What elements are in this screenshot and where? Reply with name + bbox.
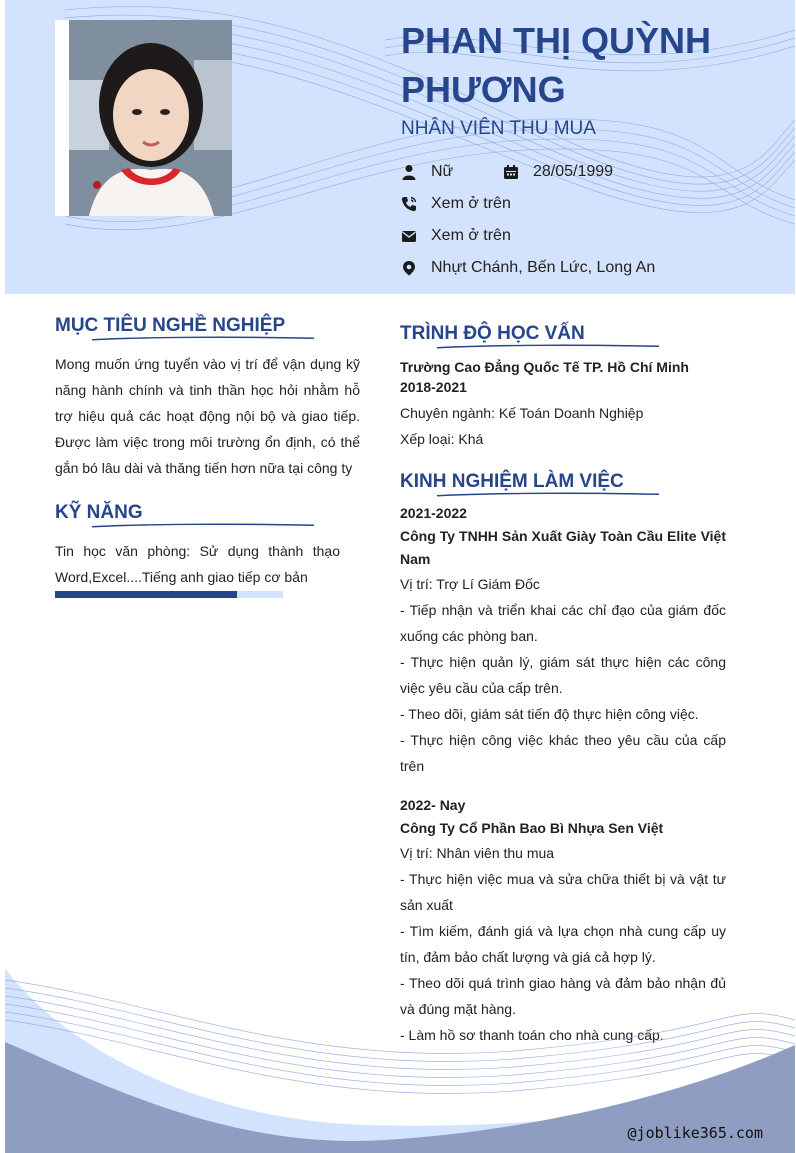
education-major: Chuyên ngành: Kế Toán Doanh Nghiệp xyxy=(400,405,644,421)
job-period: 2021-2022 xyxy=(400,505,467,521)
phone-value: Xem ở trên xyxy=(431,195,511,212)
skills-title: KỸ NĂNG xyxy=(55,502,143,523)
education-rank: Xếp loại: Khá xyxy=(400,431,484,447)
job-period: 2022- Nay xyxy=(400,797,466,813)
job-position: Vị trí: Nhân viên thu mua xyxy=(400,845,555,861)
email-value: Xem ở trên xyxy=(431,227,511,244)
profile-photo xyxy=(69,20,232,216)
objective-text: Mong muốn ứng tuyển vào vị trí để vận dụng kỹ năng hành chính và tinh thần học hỏi nhằm hỗ trợ hiệu quả các hoạt động nội bộ và giao tiếp. Được làm việc trong môi trường ổn định, có thể gắn bó lâu dài và thăng tiến hơn nữa tại công ty xyxy=(55,356,360,476)
experience-underline xyxy=(400,492,696,498)
gender-value: Nữ xyxy=(431,163,454,180)
skill-bar-fill xyxy=(55,591,237,598)
calendar-icon xyxy=(503,162,533,182)
phone-row xyxy=(401,192,511,216)
job-entry-1 xyxy=(400,502,726,779)
birthdate-row xyxy=(503,160,613,184)
job-duty: - Theo dõi, giám sát tiến độ thực hiện công việc. xyxy=(400,706,699,722)
birthdate-value: 28/05/1999 xyxy=(533,163,614,180)
profile-photo-illustration xyxy=(69,20,232,216)
location-icon xyxy=(401,258,431,278)
phone-icon xyxy=(401,194,431,214)
candidate-job-title: NHÂN VIÊN THU MUA xyxy=(401,118,596,139)
education-title: TRÌNH ĐỘ HỌC VẤN xyxy=(400,323,585,344)
user-icon xyxy=(401,162,431,182)
education-period: 2018-2021 xyxy=(400,379,467,395)
candidate-name: PHAN THỊ QUỲNH PHƯƠNG xyxy=(401,20,712,110)
job-position: Vị trí: Trợ Lí Giám Đốc xyxy=(400,576,540,592)
email-row xyxy=(401,224,511,248)
job-company: Công Ty TNHH Sản Xuất Giày Toàn Cầu Elite Việt Nam xyxy=(400,528,726,567)
email-icon xyxy=(401,226,431,246)
job-duty: - Thực hiện công việc khác theo yêu cầu của cấp trên xyxy=(400,732,726,774)
job-company: Công Ty Cổ Phần Bao Bì Nhựa Sen Việt xyxy=(400,820,664,836)
education-school: Trường Cao Đẳng Quốc Tế TP. Hồ Chí Minh xyxy=(400,359,689,375)
job-duty: - Tiếp nhận và triển khai các chỉ đạo của giám đốc xuống các phòng ban. xyxy=(400,602,726,644)
address-value: Nhựt Chánh, Bến Lức, Long An xyxy=(431,259,656,276)
objective-underline xyxy=(55,336,351,342)
objective-title: MỤC TIÊU NGHỀ NGHIỆP xyxy=(55,315,286,336)
gender-row xyxy=(401,160,453,184)
experience-title: KINH NGHIỆM LÀM VIỆC xyxy=(400,471,624,492)
education-underline xyxy=(400,344,696,350)
cv-page xyxy=(5,0,795,1153)
job-duty: - Làm hồ sơ thanh toán cho nhà cung cấp. xyxy=(400,1027,664,1043)
job-duty: - Thực hiện quản lý, giám sát thực hiện các công việc yêu cầu của cấp trên. xyxy=(400,654,726,696)
watermark: @joblike365.com xyxy=(627,1124,763,1142)
skills-text: Tin học văn phòng: Sử dụng thành thạo Word,Excel....Tiếng anh giao tiếp cơ bản xyxy=(55,543,340,585)
job-duty: - Tìm kiếm, đánh giá và lựa chọn nhà cung cấp uy tín, đảm bảo chất lượng và giá cả hợp lý. xyxy=(400,923,726,965)
address-row xyxy=(401,256,655,280)
skills-underline xyxy=(55,523,351,529)
job-duty: - Theo dõi quá trình giao hàng và đảm bảo nhận đủ và đúng mặt hàng. xyxy=(400,975,726,1017)
job-duty: - Thực hiện việc mua và sửa chữa thiết bị và vật tư sản xuất xyxy=(400,871,726,913)
